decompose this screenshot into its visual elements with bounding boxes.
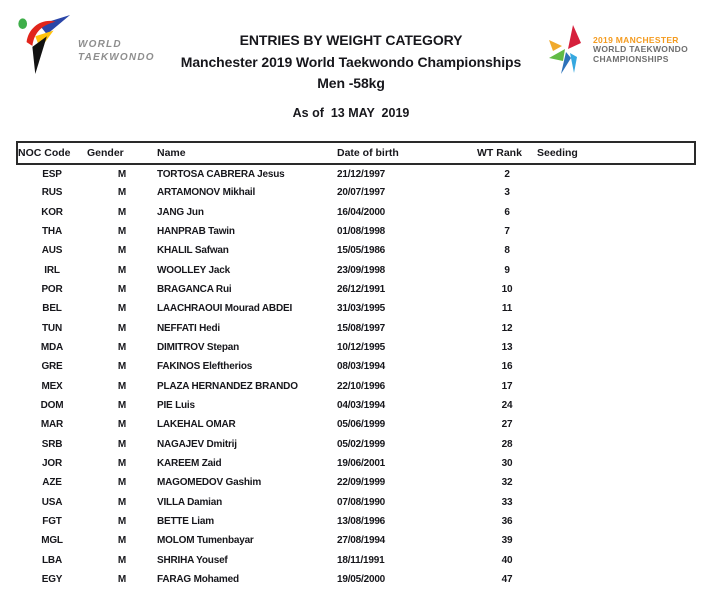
noc-code-cell: BEL <box>42 303 62 315</box>
gender-cell: M <box>117 419 127 431</box>
mcr-wordmark-line3: CHAMPIONSHIPS <box>593 53 669 64</box>
table-row <box>17 319 695 338</box>
dob-cell: 10/12/1995 <box>337 342 386 354</box>
noc-code-cell: MEX <box>41 380 63 392</box>
wt-wordmark-line1: WORLD <box>78 39 122 50</box>
dob-cell: 23/09/1998 <box>337 264 386 276</box>
wt-rank-cell: 24 <box>501 400 513 412</box>
table-row <box>17 203 695 222</box>
name-cell: FAKINOS Eleftherios <box>157 361 253 373</box>
gender-cell: M <box>117 264 127 276</box>
col-header-seeding: Seeding <box>537 142 695 164</box>
dob-cell: 19/05/2000 <box>337 574 386 586</box>
noc-code-cell: MAR <box>40 419 64 431</box>
dob-cell: 01/08/1998 <box>337 226 386 238</box>
table-row <box>17 280 695 299</box>
seeding-cell <box>537 493 695 512</box>
noc-code-cell: LBA <box>42 554 62 566</box>
noc-code-cell: DOM <box>40 400 64 412</box>
noc-code-cell: AUS <box>41 245 63 257</box>
noc-code-cell: EGY <box>41 574 63 586</box>
table-row <box>17 454 695 473</box>
wt-rank-cell: 12 <box>501 322 513 334</box>
seeding-cell <box>537 551 695 570</box>
gender-cell: M <box>117 380 127 392</box>
table-row <box>17 415 695 434</box>
table-row <box>17 261 695 280</box>
seeding-cell <box>537 454 695 473</box>
name-cell: KHALIL Safwan <box>157 245 229 257</box>
dob-cell: 05/06/1999 <box>337 419 386 431</box>
noc-code-cell: FGT <box>42 516 62 528</box>
gender-cell: M <box>117 342 127 354</box>
wt-rank-cell: 11 <box>501 303 513 315</box>
gender-cell: M <box>117 303 127 315</box>
seeding-cell <box>537 377 695 396</box>
name-cell: PLAZA HERNANDEZ BRANDO <box>157 380 298 392</box>
table-row <box>17 357 695 376</box>
wt-rank-cell: 27 <box>501 419 513 431</box>
gender-cell: M <box>117 477 127 489</box>
table-row <box>17 396 695 415</box>
col-header-wt-rank: WT Rank <box>477 142 537 164</box>
wt-rank-cell: 40 <box>501 554 513 566</box>
seeding-cell <box>537 164 695 183</box>
gender-cell: M <box>117 574 127 586</box>
dob-cell: 31/03/1995 <box>337 303 386 315</box>
noc-code-cell: GRE <box>41 361 63 373</box>
table-row <box>17 512 695 531</box>
wt-rank-cell: 36 <box>501 516 513 528</box>
wt-rank-cell: 10 <box>501 284 513 296</box>
col-header-name: Name <box>157 142 337 164</box>
gender-cell: M <box>117 284 127 296</box>
table-row <box>17 164 695 183</box>
table-row <box>17 338 695 357</box>
wt-rank-cell: 3 <box>504 187 510 199</box>
dob-cell: 15/08/1997 <box>337 322 386 334</box>
manchester-2019-logo <box>548 18 698 82</box>
gender-cell: M <box>117 322 127 334</box>
noc-code-cell: AZE <box>42 477 62 489</box>
gender-cell: M <box>117 535 127 547</box>
noc-code-cell: KOR <box>41 206 63 218</box>
name-cell: MOLOM Tumenbayar <box>157 535 254 547</box>
manchester-wordmark <box>593 36 688 65</box>
seeding-cell <box>537 222 695 241</box>
noc-code-cell: POR <box>41 284 63 296</box>
table-row <box>17 531 695 550</box>
name-cell: LAKEHAL OMAR <box>157 419 236 431</box>
dob-cell: 08/03/1994 <box>337 361 386 373</box>
table-row <box>17 551 695 570</box>
gender-cell: M <box>117 245 127 257</box>
seeding-cell <box>537 570 695 589</box>
gender-cell: M <box>117 458 127 470</box>
noc-code-cell: THA <box>42 226 62 238</box>
wt-rank-cell: 39 <box>501 535 513 547</box>
gender-cell: M <box>117 496 127 508</box>
table-row <box>17 183 695 202</box>
name-cell: MAGOMEDOV Gashim <box>157 477 262 489</box>
gender-cell: M <box>117 554 127 566</box>
table-row <box>17 222 695 241</box>
name-cell: TORTOSA CABRERA Jesus <box>157 168 285 180</box>
noc-code-cell: MDA <box>40 342 64 354</box>
manchester-pinwheel-icon <box>548 21 588 79</box>
seeding-cell <box>537 435 695 454</box>
name-cell: WOOLLEY Jack <box>157 264 230 276</box>
col-header-date-of-birth: Date of birth <box>337 142 477 164</box>
mcr-wordmark-line2: WORLD TAEKWONDO <box>593 44 688 55</box>
name-cell: BETTE Liam <box>157 516 214 528</box>
dob-cell: 16/04/2000 <box>337 206 386 218</box>
wt-wordmark-line2: TAEKWONDO <box>78 52 155 63</box>
name-cell: NEFFATI Hedi <box>157 322 220 334</box>
wt-rank-cell: 2 <box>504 168 510 180</box>
weight-category: Men -58kg <box>317 75 385 91</box>
dob-cell: 22/09/1999 <box>337 477 386 489</box>
event-subtitle: Manchester 2019 World Taekwondo Championships <box>180 53 522 70</box>
noc-code-cell: JOR <box>42 458 62 470</box>
dob-cell: 21/12/1997 <box>337 168 386 180</box>
seeding-cell <box>537 512 695 531</box>
seeding-cell <box>537 531 695 550</box>
table-row <box>17 473 695 492</box>
dob-cell: 04/03/1994 <box>337 400 386 412</box>
dob-cell: 05/02/1999 <box>337 438 386 450</box>
noc-code-cell: USA <box>41 496 63 508</box>
gender-cell: M <box>117 438 127 450</box>
name-cell: BRAGANCA Rui <box>157 284 232 296</box>
mcr-wordmark-line1: 2019 MANCHESTER <box>593 34 679 45</box>
name-cell: DIMITROV Stepan <box>157 342 240 354</box>
dob-cell: 13/08/1996 <box>337 516 386 528</box>
seeding-cell <box>537 299 695 318</box>
table-header-row <box>17 142 695 164</box>
name-cell: VILLA Damian <box>157 496 223 508</box>
dob-cell: 15/05/1986 <box>337 245 386 257</box>
name-cell: LAACHRAOUI Mourad ABDEI <box>157 303 293 315</box>
wt-rank-cell: 6 <box>504 206 510 218</box>
gender-cell: M <box>117 516 127 528</box>
seeding-cell <box>537 319 695 338</box>
wt-rank-cell: 8 <box>504 245 510 257</box>
dob-cell: 22/10/1996 <box>337 380 386 392</box>
gender-cell: M <box>117 361 127 373</box>
noc-code-cell: TUN <box>42 322 62 334</box>
name-cell: SHRIHA Yousef <box>157 554 228 566</box>
seeding-cell <box>537 203 695 222</box>
table-row <box>17 493 695 512</box>
dob-cell: 27/08/1994 <box>337 535 386 547</box>
dob-cell: 07/08/1990 <box>337 496 386 508</box>
table-row <box>17 435 695 454</box>
wt-rank-cell: 13 <box>501 342 513 354</box>
noc-code-cell: IRL <box>44 264 60 276</box>
wt-rank-cell: 17 <box>501 380 513 392</box>
col-header-gender: Gender <box>87 142 157 164</box>
entries-table-body <box>17 164 695 589</box>
gender-cell: M <box>117 206 127 218</box>
seeding-cell <box>537 183 695 202</box>
seeding-cell <box>537 241 695 260</box>
as-of-date: As of 13 MAY 2019 <box>292 106 410 120</box>
gender-cell: M <box>117 187 127 199</box>
dob-cell: 20/07/1997 <box>337 187 386 199</box>
seeding-cell <box>537 473 695 492</box>
gender-cell: M <box>117 168 127 180</box>
wt-rank-cell: 33 <box>501 496 513 508</box>
table-row <box>17 299 695 318</box>
seeding-cell <box>537 280 695 299</box>
seeding-cell <box>537 357 695 376</box>
name-cell: JANG Jun <box>157 206 204 218</box>
noc-code-cell: SRB <box>41 438 63 450</box>
noc-code-cell: RUS <box>41 187 63 199</box>
gender-cell: M <box>117 400 127 412</box>
dob-cell: 19/06/2001 <box>337 458 386 470</box>
noc-code-cell: ESP <box>42 168 62 180</box>
seeding-cell <box>537 338 695 357</box>
name-cell: ARTAMONOV Mikhail <box>157 187 256 199</box>
seeding-cell <box>537 261 695 280</box>
name-cell: KAREEM Zaid <box>157 458 222 470</box>
seeding-cell <box>537 415 695 434</box>
wt-rank-cell: 30 <box>501 458 513 470</box>
dob-cell: 26/12/1991 <box>337 284 386 296</box>
table-row <box>17 377 695 396</box>
name-cell: NAGAJEV Dmitrij <box>157 438 237 450</box>
noc-code-cell: MGL <box>41 535 63 547</box>
dob-cell: 18/11/1991 <box>337 554 385 566</box>
wt-rank-cell: 47 <box>501 574 513 586</box>
table-row <box>17 241 695 260</box>
wt-rank-cell: 28 <box>501 438 513 450</box>
table-row <box>17 570 695 589</box>
gender-cell: M <box>117 226 127 238</box>
seeding-cell <box>537 396 695 415</box>
col-header-noc-code: NOC Code <box>17 142 87 164</box>
wt-rank-cell: 7 <box>504 226 510 238</box>
wt-rank-cell: 32 <box>501 477 513 489</box>
name-cell: PIE Luis <box>157 400 195 412</box>
name-cell: FARAG Mohamed <box>157 574 239 586</box>
wt-rank-cell: 16 <box>501 361 513 373</box>
wt-rank-cell: 9 <box>504 264 510 276</box>
entries-table <box>16 141 696 589</box>
name-cell: HANPRAB Tawin <box>157 226 235 238</box>
page-title: ENTRIES BY WEIGHT CATEGORY <box>239 32 463 48</box>
